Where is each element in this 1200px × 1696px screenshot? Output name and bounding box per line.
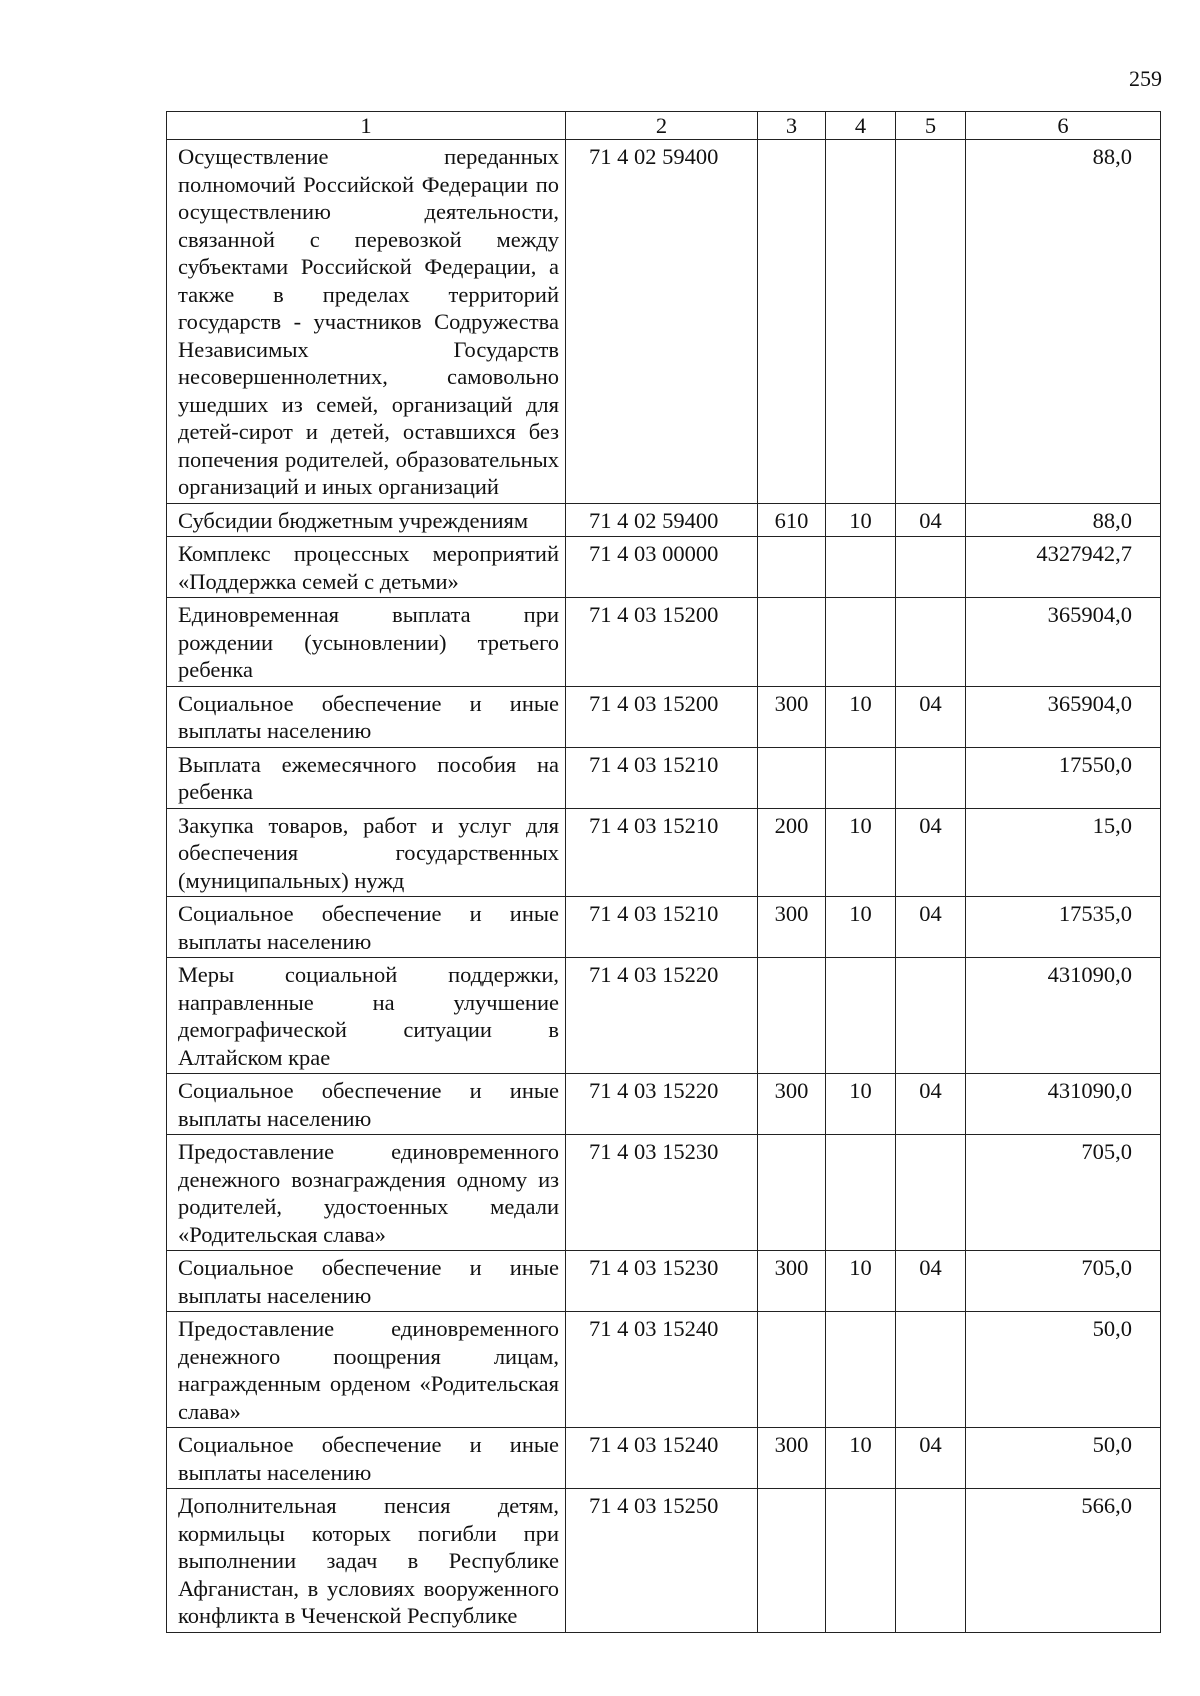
row-col4-cell: 10 — [826, 1251, 896, 1312]
row-col3-cell: 300 — [758, 1251, 826, 1312]
table-body — [167, 140, 1161, 1633]
row-code-cell: 71 4 03 15200 — [566, 686, 758, 747]
row-col3-cell: 300 — [758, 686, 826, 747]
row-code-cell: 71 4 02 59400 — [566, 140, 758, 504]
row-col5-cell: 04 — [896, 1428, 966, 1489]
row-col5-cell — [896, 1312, 966, 1428]
table-row — [167, 1135, 1161, 1251]
row-col4-cell — [826, 1135, 896, 1251]
row-col5-cell — [896, 598, 966, 687]
row-code-cell: 71 4 03 15240 — [566, 1428, 758, 1489]
table-row — [167, 1074, 1161, 1135]
row-name-cell: Комплекс процессных мероприятий «Поддержка семей с детьми» — [167, 537, 566, 598]
row-amount-cell: 4327942,7 — [966, 537, 1161, 598]
row-name-cell: Социальное обеспечение и иные выплаты населению — [167, 1074, 566, 1135]
row-code-cell: 71 4 03 15230 — [566, 1135, 758, 1251]
table-row — [167, 140, 1161, 504]
row-name-cell: Меры социальной поддержки, направленные на улучшение демографической ситуации в Алтайском крае — [167, 958, 566, 1074]
row-col3-cell: 300 — [758, 1428, 826, 1489]
row-col3-cell — [758, 537, 826, 598]
page-number: 259 — [1129, 66, 1162, 91]
row-name-cell: Субсидии бюджетным учреждениям — [167, 503, 566, 537]
row-code-cell: 71 4 03 15210 — [566, 897, 758, 958]
table-row — [167, 537, 1161, 598]
column-number: 6 — [966, 112, 1161, 140]
row-amount-cell: 88,0 — [966, 503, 1161, 537]
row-name-cell: Осуществление переданных полномочий Российской Федерации по осуществлению деятельности, связанной с перевозкой между субъектами Российской Федерации, а также в пределах территорий государств - участников Содружества Независимых Государств несовершеннолетних, самовольно ушедших из семей, организаций для детей-сирот и детей, оставшихся без попечения родителей, образовательных организаций и иных организаций — [167, 140, 566, 504]
row-col4-cell — [826, 537, 896, 598]
row-amount-cell: 365904,0 — [966, 598, 1161, 687]
row-col4-cell — [826, 598, 896, 687]
row-col5-cell: 04 — [896, 1251, 966, 1312]
row-amount-cell: 50,0 — [966, 1428, 1161, 1489]
row-name-cell: Социальное обеспечение и иные выплаты населению — [167, 897, 566, 958]
row-amount-cell: 365904,0 — [966, 686, 1161, 747]
row-col5-cell: 04 — [896, 1074, 966, 1135]
row-col4-cell: 10 — [826, 503, 896, 537]
row-col3-cell — [758, 1135, 826, 1251]
row-code-cell: 71 4 03 15200 — [566, 598, 758, 687]
row-col5-cell: 04 — [896, 503, 966, 537]
row-col4-cell — [826, 1312, 896, 1428]
row-amount-cell: 431090,0 — [966, 958, 1161, 1074]
row-col3-cell — [758, 140, 826, 504]
row-col5-cell — [896, 747, 966, 808]
row-col4-cell: 10 — [826, 1074, 896, 1135]
row-amount-cell: 50,0 — [966, 1312, 1161, 1428]
row-col5-cell — [896, 958, 966, 1074]
row-amount-cell: 15,0 — [966, 808, 1161, 897]
row-col4-cell: 10 — [826, 808, 896, 897]
row-name-cell: Предоставление единовременного денежного вознаграждения одному из родителей, удостоенных медали «Родительская слава» — [167, 1135, 566, 1251]
row-col4-cell — [826, 1489, 896, 1633]
row-col3-cell: 200 — [758, 808, 826, 897]
row-name-cell: Выплата ежемесячного пособия на ребенка — [167, 747, 566, 808]
row-col4-cell — [826, 140, 896, 504]
row-amount-cell: 431090,0 — [966, 1074, 1161, 1135]
row-code-cell: 71 4 03 15250 — [566, 1489, 758, 1633]
row-col5-cell: 04 — [896, 897, 966, 958]
table-row — [167, 958, 1161, 1074]
row-code-cell: 71 4 03 15240 — [566, 1312, 758, 1428]
row-col3-cell: 300 — [758, 897, 826, 958]
row-col4-cell — [826, 958, 896, 1074]
column-number: 3 — [758, 112, 826, 140]
table-row — [167, 598, 1161, 687]
row-col3-cell — [758, 958, 826, 1074]
row-col3-cell — [758, 598, 826, 687]
row-col5-cell: 04 — [896, 808, 966, 897]
column-number: 4 — [826, 112, 896, 140]
row-col5-cell: 04 — [896, 686, 966, 747]
column-number-row — [167, 112, 1161, 140]
row-col3-cell — [758, 1489, 826, 1633]
row-col5-cell — [896, 140, 966, 504]
row-col5-cell — [896, 537, 966, 598]
row-col3-cell: 300 — [758, 1074, 826, 1135]
row-amount-cell: 566,0 — [966, 1489, 1161, 1633]
row-col5-cell — [896, 1489, 966, 1633]
table-row — [167, 1428, 1161, 1489]
row-amount-cell: 705,0 — [966, 1135, 1161, 1251]
row-name-cell: Социальное обеспечение и иные выплаты населению — [167, 686, 566, 747]
row-code-cell: 71 4 03 15210 — [566, 808, 758, 897]
row-code-cell: 71 4 03 15210 — [566, 747, 758, 808]
table-row — [167, 1312, 1161, 1428]
row-col4-cell: 10 — [826, 897, 896, 958]
row-col4-cell: 10 — [826, 686, 896, 747]
row-name-cell: Социальное обеспечение и иные выплаты населению — [167, 1428, 566, 1489]
row-amount-cell: 88,0 — [966, 140, 1161, 504]
row-amount-cell: 17535,0 — [966, 897, 1161, 958]
table-row — [167, 808, 1161, 897]
row-name-cell: Социальное обеспечение и иные выплаты населению — [167, 1251, 566, 1312]
row-name-cell: Закупка товаров, работ и услуг для обеспечения государственных (муниципальных) нужд — [167, 808, 566, 897]
row-name-cell: Дополнительная пенсия детям, кормильцы которых погибли при выполнении задач в Республике Афганистан, в условиях вооруженного конфликта в Чеченской Республике — [167, 1489, 566, 1633]
row-col3-cell: 610 — [758, 503, 826, 537]
row-col5-cell — [896, 1135, 966, 1251]
row-col4-cell — [826, 747, 896, 808]
row-code-cell: 71 4 02 59400 — [566, 503, 758, 537]
row-code-cell: 71 4 03 15230 — [566, 1251, 758, 1312]
column-number: 2 — [566, 112, 758, 140]
row-code-cell: 71 4 03 00000 — [566, 537, 758, 598]
row-name-cell: Предоставление единовременного денежного поощрения лицам, награжденным орденом «Родительская слава» — [167, 1312, 566, 1428]
table-row — [167, 897, 1161, 958]
table-row — [167, 1251, 1161, 1312]
table-row — [167, 1489, 1161, 1633]
row-amount-cell: 705,0 — [966, 1251, 1161, 1312]
table-row — [167, 686, 1161, 747]
table-row — [167, 503, 1161, 537]
row-col3-cell — [758, 1312, 826, 1428]
table-row — [167, 747, 1161, 808]
row-name-cell: Единовременная выплата при рождении (усыновлении) третьего ребенка — [167, 598, 566, 687]
budget-table — [166, 111, 1161, 1633]
column-number: 5 — [896, 112, 966, 140]
row-code-cell: 71 4 03 15220 — [566, 1074, 758, 1135]
row-col3-cell — [758, 747, 826, 808]
row-col4-cell: 10 — [826, 1428, 896, 1489]
row-code-cell: 71 4 03 15220 — [566, 958, 758, 1074]
column-number: 1 — [167, 112, 566, 140]
row-amount-cell: 17550,0 — [966, 747, 1161, 808]
